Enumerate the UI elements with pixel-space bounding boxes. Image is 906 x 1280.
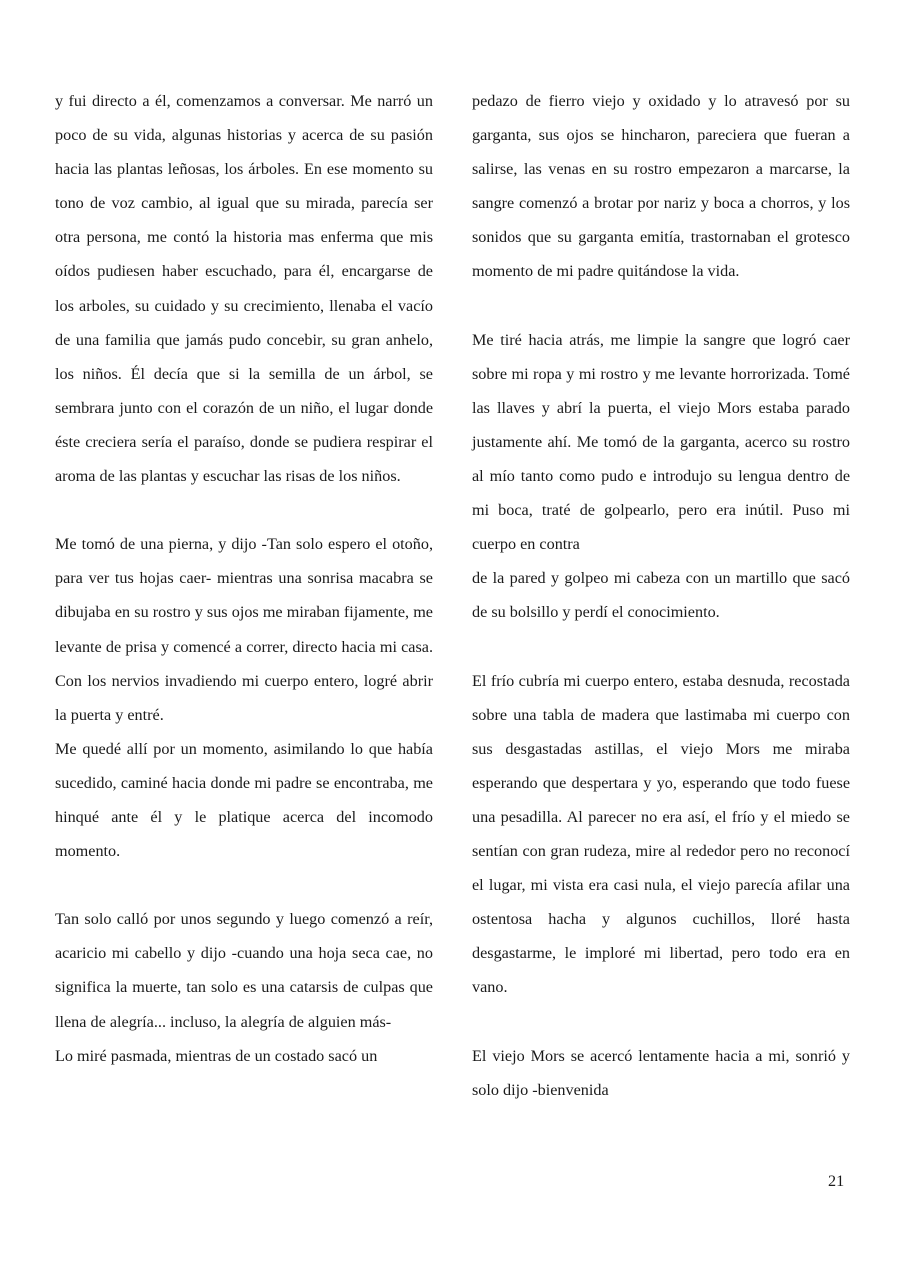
right-column [472,84,850,1107]
left-column [55,84,433,1073]
paragraph-gap [472,1005,850,1039]
paragraph: Me quedé allí por un momento, asimilando lo que había sucedido, caminé hacia donde mi padre se encontraba, me hinqué ante él y le platique acerca del incomodo momento. [55,739,433,861]
paragraph: y fui directo a él, comenzamos a conversar. Me narró un poco de su vida, algunas historias y acerca de su pasión hacia las plantas leñosas, los árboles. En ese momento su tono de voz cambio, al igual que su mirada, parecía ser otra persona, me contó la historia mas enferma que mis oídos pudiesen haber escuchado, para él, encargarse de los arboles, su cuidado y su crecimiento, llenaba el vacío de una familia que jamás pudo concebir, su gran anhelo, los niños. Él decía que si la semilla de un árbol, se sembrara junto con el corazón de un niño, el lugar donde éste creciera sería el paraíso, donde se pudiera respirar el aroma de las plantas y escuchar las risas de los niños. [55,92,433,486]
page-number: 21 [828,1172,845,1190]
paragraph: Lo miré pasmada, mientras de un costado sacó un [55,1046,378,1065]
paragraph: El frío cubría mi cuerpo entero, estaba desnuda, recostada sobre una tabla de madera que lastimaba mi cuerpo con sus desgastadas astillas, el viejo Mors me miraba esperando que despertara y yo, esperando que todo fuese una pesadilla. Al parecer no era así, el frío y el miedo se sentían con gran rudeza, mire al rededor pero no reconocí el lugar, mi vista era casi nula, el viejo parecía afilar una ostentosa hacha y algunos cuchillos, lloré hasta desgastarme, le imploré mi libertad, pero todo era en vano. [472,671,850,997]
paragraph-gap [472,289,850,323]
paragraph: de la pared y golpeo mi cabeza con un martillo que sacó de su bolsillo y perdí el conocimiento. [472,569,850,622]
paragraph-gap [55,493,433,527]
paragraph: Me tomó de una pierna, y dijo -Tan solo espero el otoño, para ver tus hojas caer- mientras una sonrisa macabra se dibujaba en su rostro y sus ojos me miraban fijamente, me levante de prisa y comencé a correr, directo hacia mi casa. Con los nervios invadiendo mi cuerpo entero, logré abrir la puerta y entré. [55,535,433,724]
paragraph: El viejo Mors se acercó lentamente hacia a mi, sonrió y solo dijo -bienvenida [472,1046,850,1099]
paragraph-gap [472,630,850,664]
paragraph: Tan solo calló por unos segundo y luego comenzó a reír, acaricio mi cabello y dijo -cuando una hoja seca cae, no significa la muerte, tan solo es una catarsis de culpas que llena de alegría... incluso, la alegría de alguien más- [55,910,433,1031]
paragraph-gap [55,868,433,902]
paragraph: Me tiré hacia atrás, me limpie la sangre que logró caer sobre mi ropa y mi rostro y me levante horrorizada. Tomé las llaves y abrí la puerta, el viejo Mors estaba parado justamente ahí. Me tomó de la garganta, acerco su rostro al mío tanto como pudo e introdujo su lengua dentro de mi boca, traté de golpearlo, pero era inútil. Puso mi cuerpo en contra [472,330,850,554]
paragraph: pedazo de fierro viejo y oxidado y lo atravesó por su garganta, sus ojos se hincharon, pareciera que fueran a salirse, las venas en su rostro empezaron a marcarse, la sangre comenzó a brotar por nariz y boca a chorros, y los sonidos que su garganta emitía, trastornaban el grotesco momento de mi padre quitándose la vida. [472,92,850,281]
